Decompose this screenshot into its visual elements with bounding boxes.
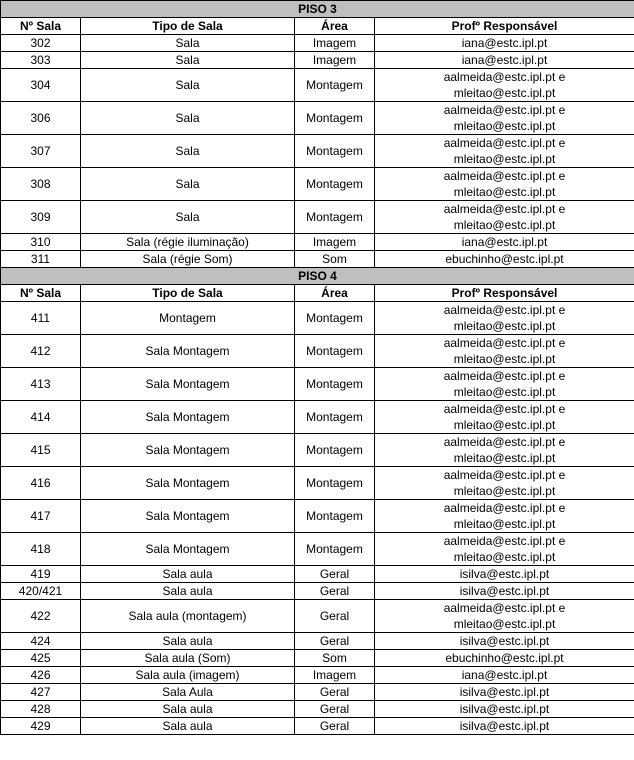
table-row (1, 335, 634, 368)
responsible-email-cell (375, 667, 634, 684)
room-number-cell: 419 (1, 566, 81, 583)
table-row (1, 52, 634, 69)
table-row (1, 533, 634, 566)
room-type-cell: Sala (81, 69, 295, 102)
responsible-email-cell (375, 434, 634, 467)
responsible-email-cell (375, 168, 634, 201)
area-cell: Montagem (295, 168, 375, 201)
responsible-email-cell (375, 701, 634, 718)
email-line: aalmeida@estc.ipl.pt e (443, 501, 566, 515)
table-row (1, 168, 634, 201)
floor-title: PISO 4 (1, 268, 634, 285)
area-cell: Montagem (295, 401, 375, 434)
room-number-cell: 304 (1, 69, 81, 102)
floor-title-row (1, 1, 634, 18)
responsible-email-cell (375, 467, 634, 500)
floor-title-row (1, 268, 634, 285)
email-line: mleitao@estc.ipl.pt (453, 119, 556, 133)
responsible-email-cell (375, 633, 634, 650)
table-row (1, 566, 634, 583)
floor-title: PISO 3 (1, 1, 634, 18)
email-line: mleitao@estc.ipl.pt (453, 550, 556, 564)
area-cell: Som (295, 650, 375, 667)
room-number-cell: 417 (1, 500, 81, 533)
responsible-email-cell (375, 335, 634, 368)
table-row (1, 500, 634, 533)
area-cell: Geral (295, 633, 375, 650)
column-header-row (1, 18, 634, 35)
room-number-cell: 411 (1, 302, 81, 335)
responsible-email-cell (375, 718, 634, 735)
responsible-email-cell (375, 566, 634, 583)
email-line: aalmeida@estc.ipl.pt e (443, 435, 566, 449)
column-header-type: Tipo de Sala (81, 285, 295, 302)
area-cell: Geral (295, 566, 375, 583)
area-cell: Imagem (295, 35, 375, 52)
email-line: mleitao@estc.ipl.pt (453, 517, 556, 531)
room-number-cell: 309 (1, 201, 81, 234)
email-line: iana@estc.ipl.pt (461, 668, 548, 682)
room-type-cell: Sala aula (81, 718, 295, 735)
table-row (1, 69, 634, 102)
email-line: aalmeida@estc.ipl.pt e (443, 402, 566, 416)
table-row (1, 434, 634, 467)
email-line: aalmeida@estc.ipl.pt e (443, 169, 566, 183)
email-line: aalmeida@estc.ipl.pt e (443, 468, 566, 482)
responsible-email-cell (375, 368, 634, 401)
table-row (1, 667, 634, 684)
room-type-cell: Sala aula (81, 633, 295, 650)
responsible-email-cell (375, 102, 634, 135)
email-line: isilva@estc.ipl.pt (459, 702, 550, 716)
room-type-cell: Sala Montagem (81, 368, 295, 401)
table-row (1, 701, 634, 718)
room-type-cell: Sala Montagem (81, 467, 295, 500)
room-type-cell: Sala Aula (81, 684, 295, 701)
room-number-cell: 303 (1, 52, 81, 69)
table-row (1, 201, 634, 234)
room-type-cell: Sala (81, 168, 295, 201)
email-line: mleitao@estc.ipl.pt (453, 385, 556, 399)
email-line: aalmeida@estc.ipl.pt e (443, 202, 566, 216)
responsible-email-cell (375, 500, 634, 533)
table-row (1, 650, 634, 667)
table-row (1, 467, 634, 500)
responsible-email-cell (375, 251, 634, 268)
email-line: mleitao@estc.ipl.pt (453, 451, 556, 465)
column-header-type: Tipo de Sala (81, 18, 295, 35)
area-cell: Imagem (295, 667, 375, 684)
area-cell: Montagem (295, 102, 375, 135)
area-cell: Geral (295, 701, 375, 718)
table-row (1, 401, 634, 434)
area-cell: Montagem (295, 500, 375, 533)
column-header-row (1, 285, 634, 302)
table-row (1, 102, 634, 135)
room-type-cell: Sala aula (81, 566, 295, 583)
table-row (1, 35, 634, 52)
room-number-cell: 425 (1, 650, 81, 667)
email-line: isilva@estc.ipl.pt (459, 567, 550, 581)
room-type-cell: Sala (81, 35, 295, 52)
email-line: mleitao@estc.ipl.pt (453, 484, 556, 498)
responsible-email-cell (375, 684, 634, 701)
room-number-cell: 428 (1, 701, 81, 718)
email-line: ebuchinho@estc.ipl.pt (445, 651, 564, 665)
email-line: mleitao@estc.ipl.pt (453, 152, 556, 166)
responsible-email-cell (375, 135, 634, 168)
email-line: mleitao@estc.ipl.pt (453, 185, 556, 199)
room-number-cell: 414 (1, 401, 81, 434)
area-cell: Geral (295, 684, 375, 701)
room-type-cell: Sala Montagem (81, 434, 295, 467)
table-row (1, 234, 634, 251)
room-type-cell: Sala (81, 201, 295, 234)
table-row (1, 302, 634, 335)
area-cell: Geral (295, 718, 375, 735)
room-type-cell: Sala (81, 102, 295, 135)
email-line: mleitao@estc.ipl.pt (453, 418, 556, 432)
room-type-cell: Sala aula (imagem) (81, 667, 295, 684)
area-cell: Montagem (295, 135, 375, 168)
email-line: iana@estc.ipl.pt (461, 235, 548, 249)
responsible-email-cell (375, 234, 634, 251)
room-type-cell: Sala aula (montagem) (81, 600, 295, 633)
area-cell: Montagem (295, 368, 375, 401)
room-number-cell: 412 (1, 335, 81, 368)
responsible-email-cell (375, 302, 634, 335)
room-number-cell: 307 (1, 135, 81, 168)
room-number-cell: 302 (1, 35, 81, 52)
email-line: aalmeida@estc.ipl.pt e (443, 70, 566, 84)
area-cell: Montagem (295, 201, 375, 234)
room-type-cell: Sala (81, 52, 295, 69)
table-row (1, 583, 634, 600)
area-cell: Montagem (295, 467, 375, 500)
room-number-cell: 311 (1, 251, 81, 268)
room-type-cell: Sala aula (81, 583, 295, 600)
table-row (1, 718, 634, 735)
table-row (1, 684, 634, 701)
email-line: ebuchinho@estc.ipl.pt (445, 252, 564, 266)
room-number-cell: 426 (1, 667, 81, 684)
responsible-email-cell (375, 650, 634, 667)
room-number-cell: 308 (1, 168, 81, 201)
room-number-cell: 427 (1, 684, 81, 701)
email-line: aalmeida@estc.ipl.pt e (443, 369, 566, 383)
column-header-room: Nº Sala (1, 18, 81, 35)
responsible-email-cell (375, 583, 634, 600)
room-type-cell: Sala Montagem (81, 335, 295, 368)
room-number-cell: 420/421 (1, 583, 81, 600)
email-line: iana@estc.ipl.pt (461, 36, 548, 50)
area-cell: Montagem (295, 434, 375, 467)
responsible-email-cell (375, 35, 634, 52)
responsible-email-cell (375, 201, 634, 234)
table-row (1, 633, 634, 650)
area-cell: Montagem (295, 335, 375, 368)
email-line: isilva@estc.ipl.pt (459, 584, 550, 598)
room-number-cell: 424 (1, 633, 81, 650)
email-line: isilva@estc.ipl.pt (459, 634, 550, 648)
responsible-email-cell (375, 600, 634, 633)
email-line: mleitao@estc.ipl.pt (453, 86, 556, 100)
responsible-email-cell (375, 401, 634, 434)
email-line: mleitao@estc.ipl.pt (453, 352, 556, 366)
column-header-owner: Profº Responsável (375, 285, 634, 302)
responsible-email-cell (375, 533, 634, 566)
email-line: mleitao@estc.ipl.pt (453, 218, 556, 232)
responsible-email-cell (375, 52, 634, 69)
room-type-cell: Sala (régie iluminação) (81, 234, 295, 251)
area-cell: Imagem (295, 52, 375, 69)
column-header-owner: Profº Responsável (375, 18, 634, 35)
email-line: aalmeida@estc.ipl.pt e (443, 303, 566, 317)
area-cell: Montagem (295, 533, 375, 566)
room-number-cell: 415 (1, 434, 81, 467)
room-type-cell: Sala (81, 135, 295, 168)
room-number-cell: 418 (1, 533, 81, 566)
table-row (1, 368, 634, 401)
room-type-cell: Sala aula (81, 701, 295, 718)
area-cell: Montagem (295, 69, 375, 102)
area-cell: Som (295, 251, 375, 268)
email-line: isilva@estc.ipl.pt (459, 685, 550, 699)
column-header-area: Área (295, 18, 375, 35)
room-number-cell: 422 (1, 600, 81, 633)
room-number-cell: 429 (1, 718, 81, 735)
area-cell: Geral (295, 583, 375, 600)
room-number-cell: 306 (1, 102, 81, 135)
responsible-email-cell (375, 69, 634, 102)
column-header-room: Nº Sala (1, 285, 81, 302)
room-type-cell: Montagem (81, 302, 295, 335)
column-header-area: Área (295, 285, 375, 302)
email-line: aalmeida@estc.ipl.pt e (443, 136, 566, 150)
room-type-cell: Sala aula (Som) (81, 650, 295, 667)
room-number-cell: 310 (1, 234, 81, 251)
room-type-cell: Sala Montagem (81, 533, 295, 566)
table-row (1, 600, 634, 633)
email-line: mleitao@estc.ipl.pt (453, 617, 556, 631)
area-cell: Imagem (295, 234, 375, 251)
room-number-cell: 416 (1, 467, 81, 500)
table-row (1, 135, 634, 168)
room-type-cell: Sala (régie Som) (81, 251, 295, 268)
email-line: aalmeida@estc.ipl.pt e (443, 534, 566, 548)
area-cell: Geral (295, 600, 375, 633)
email-line: iana@estc.ipl.pt (461, 53, 548, 67)
area-cell: Montagem (295, 302, 375, 335)
room-type-cell: Sala Montagem (81, 401, 295, 434)
email-line: isilva@estc.ipl.pt (459, 719, 550, 733)
email-line: mleitao@estc.ipl.pt (453, 319, 556, 333)
room-number-cell: 413 (1, 368, 81, 401)
email-line: aalmeida@estc.ipl.pt e (443, 336, 566, 350)
email-line: aalmeida@estc.ipl.pt e (443, 103, 566, 117)
email-line: aalmeida@estc.ipl.pt e (443, 601, 566, 615)
room-type-cell: Sala Montagem (81, 500, 295, 533)
table-row (1, 251, 634, 268)
